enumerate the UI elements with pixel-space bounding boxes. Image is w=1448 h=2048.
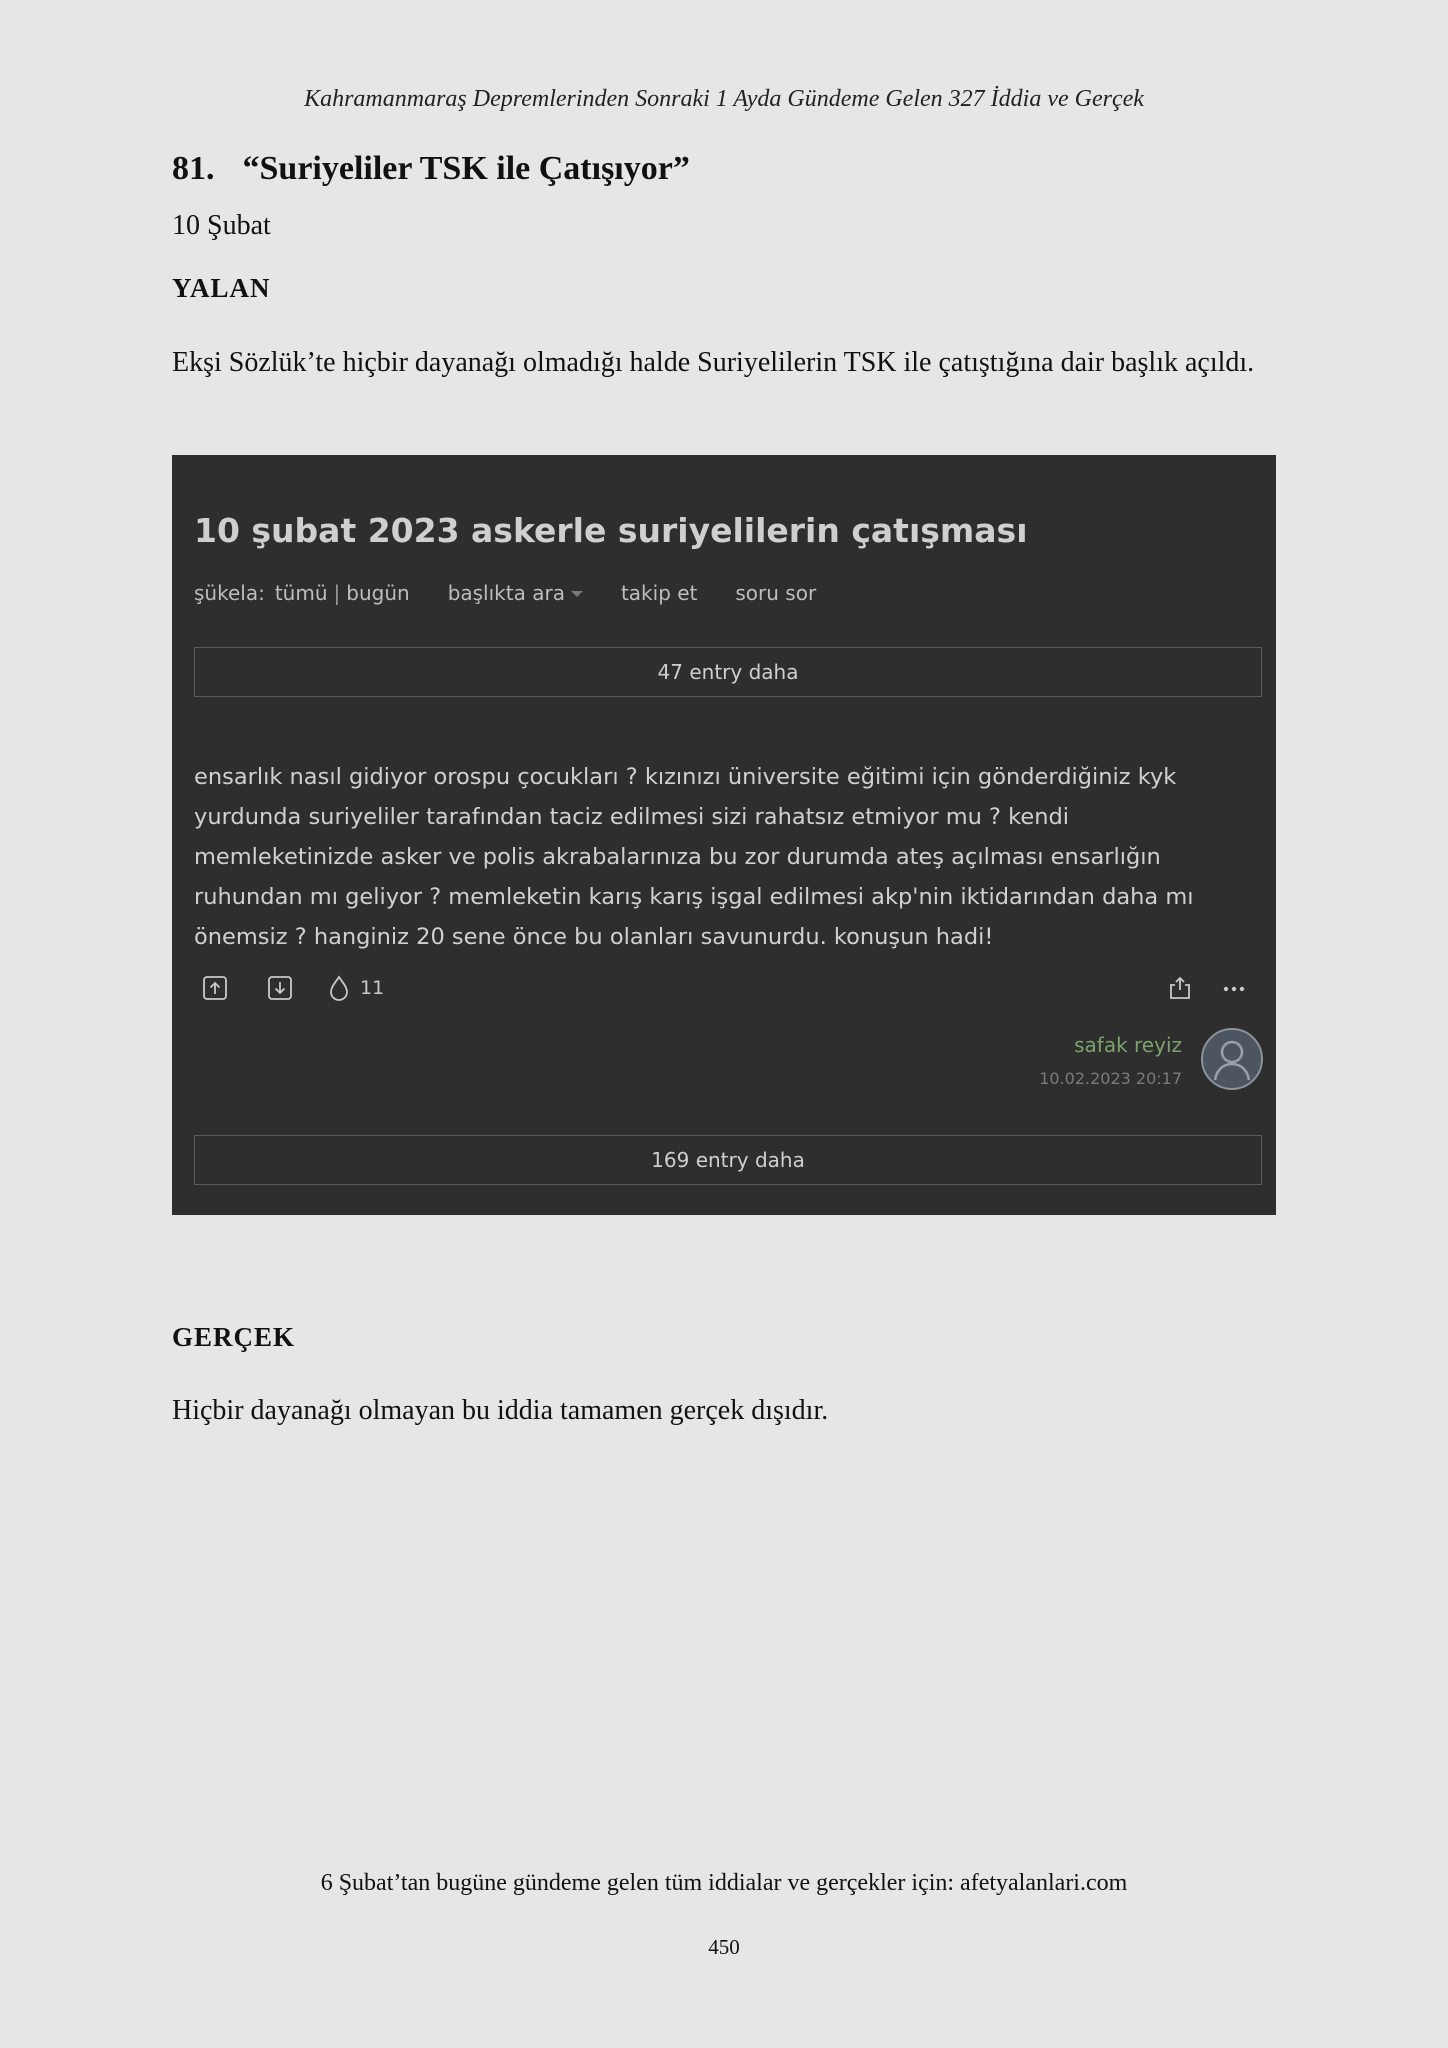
favorite-drop-icon	[328, 975, 350, 1001]
search-in-topic-label: başlıkta ara	[447, 581, 565, 605]
entry-timestamp[interactable]: 10.02.2023 20:17	[1039, 1069, 1182, 1088]
section-title-text: “Suriyeliler TSK ile Çatışıyor”	[242, 150, 690, 187]
upvote-icon[interactable]	[202, 975, 228, 1001]
topic-title[interactable]: 10 şubat 2023 askerle suriyelilerin çatışması	[194, 511, 1028, 550]
eksi-sozluk-screenshot	[172, 455, 1276, 1215]
entry-content: ensarlık nasıl gidiyor orospu çocukları ? kızınızı üniversite eğitimi için gönderdiğiniz kyk yurdunda suriyeliler tarafından taciz edilmesi sizi rahatsız etmiyor mu ? kendi memleketinizde asker ve polis akrabalarınıza bu zor durumda ateş açılması ensarlığın ruhundan mı geliyor ? memleketin karış karış işgal edilmesi akp'nin iktidarından daha mı önemsiz ? hanginiz 20 sene önce bu olanları savunurdu. konuşun hadi!	[194, 764, 1194, 950]
avatar-icon[interactable]	[1201, 1028, 1263, 1090]
follow-link[interactable]: takip et	[620, 581, 698, 605]
truth-text: Hiçbir dayanağı olmayan bu iddia tamamen gerçek dışıdır.	[172, 1395, 829, 1426]
chevron-down-icon	[571, 591, 583, 597]
claim-label: YALAN	[172, 273, 271, 303]
section-date: 10 Şubat	[172, 210, 271, 241]
favorite-count: 11	[360, 977, 385, 999]
favorite-button[interactable]	[328, 975, 384, 1001]
share-icon[interactable]	[1168, 975, 1192, 1001]
entry-author[interactable]: safak reyiz	[1074, 1033, 1182, 1057]
claim-text: Ekşi Sözlük’te hiçbir dayanağı olmadığı halde Suriyelilerin TSK ile çatıştığına dair başlık açıldı.	[172, 347, 1255, 378]
running-head: Kahramanmaraş Depremlerinden Sonraki 1 Ayda Gündeme Gelen 327 İddia ve Gerçek	[304, 86, 1144, 112]
footer-text: 6 Şubat’tan bugüne gündeme gelen tüm iddialar ve gerçekler için: afetyalanlari.com	[320, 1870, 1128, 1896]
truth-label: GERÇEK	[172, 1322, 296, 1352]
topic-nav	[194, 581, 816, 605]
sukela-label: şükela:	[194, 581, 265, 605]
more-entries-before-button[interactable]	[194, 647, 1262, 697]
sukela-today-link[interactable]: bugün	[346, 581, 410, 605]
more-entries-before-label: 47 entry daha	[657, 660, 799, 684]
more-entries-after-label: 169 entry daha	[651, 1148, 805, 1172]
search-in-topic-dropdown[interactable]	[448, 581, 583, 605]
sukela-all-link[interactable]: tümü	[274, 581, 328, 605]
more-entries-after-button[interactable]	[194, 1135, 1262, 1185]
page-number: 450	[708, 1935, 740, 1959]
section-title	[172, 150, 690, 188]
ask-question-link[interactable]: soru sor	[735, 581, 817, 605]
nav-separator: |	[333, 581, 341, 605]
entry-actions	[172, 975, 1276, 1005]
section-number: 81.	[172, 150, 215, 187]
sukela-filter	[194, 581, 410, 605]
more-options-icon[interactable]	[1222, 975, 1246, 1001]
downvote-icon[interactable]	[267, 975, 293, 1001]
